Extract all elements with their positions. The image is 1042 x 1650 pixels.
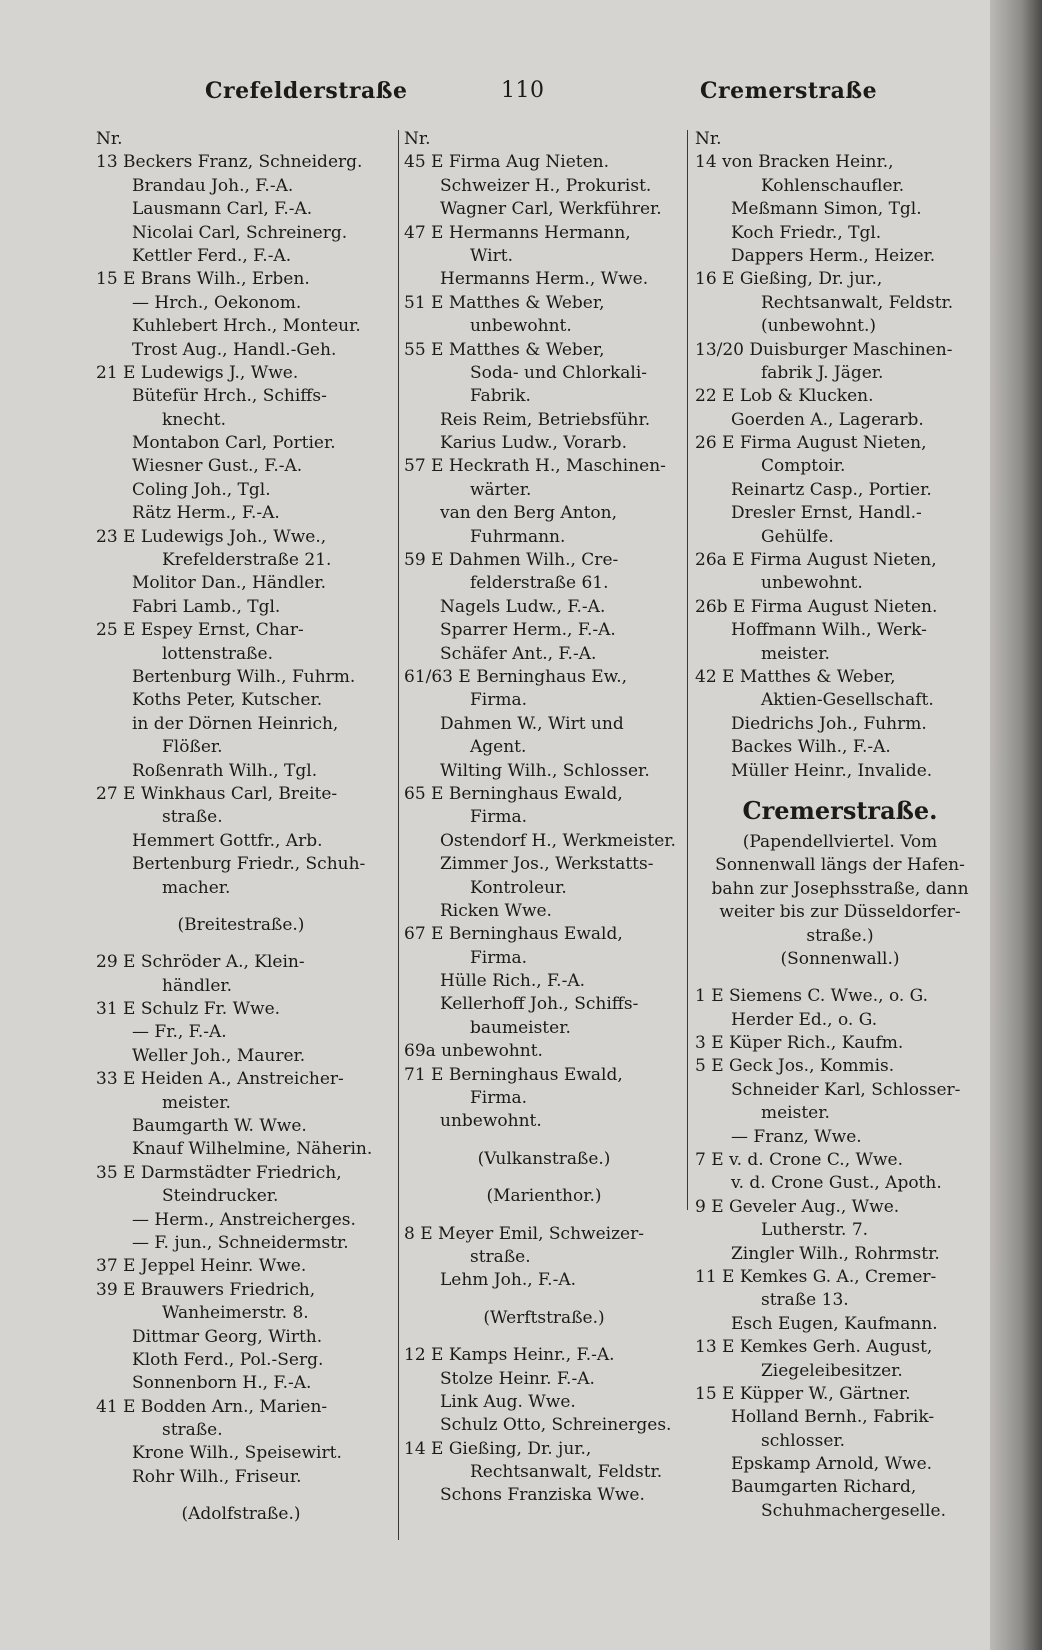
spacer [96, 937, 386, 951]
resident-line: — Franz, Wwe. [731, 1126, 862, 1147]
resident-line: Hülle Rich., F.-A. [440, 971, 586, 992]
continuation-line: felderstraße 61. [470, 573, 609, 594]
spacer [404, 1209, 684, 1223]
continuation-line: (unbewohnt.) [761, 316, 877, 337]
house-entry: 71 E Berninghaus Ewald, [404, 1064, 623, 1085]
house-entry: 5 E Geck Jos., Kommis. [695, 1056, 895, 1077]
house-entry: 26 E Firma August Nieten, [695, 433, 927, 454]
resident-line: Wiesner Gust., F.-A. [132, 456, 303, 477]
street-note: (Werftstraße.) [483, 1307, 605, 1328]
resident-line: Herder Ed., o. G. [731, 1009, 878, 1030]
spacer [96, 1489, 386, 1503]
resident-line: Ostendorf H., Werkmeister. [440, 830, 676, 851]
house-entry: 69a unbewohnt. [404, 1041, 543, 1062]
resident-line: Diedrichs Joh., Fuhrm. [731, 713, 927, 734]
resident-line: — Fr., F.-A. [132, 1022, 227, 1043]
resident-line: Schons Franziska Wwe. [440, 1485, 645, 1506]
resident-line: Fabri Lamb., Tgl. [132, 596, 281, 617]
continuation-line: Krefelderstraße 21. [162, 550, 332, 571]
resident-line: Holland Bernh., Fabrik- [731, 1407, 935, 1428]
street-note: (Breitestraße.) [177, 914, 305, 935]
house-entry: 61/63 E Berninghaus Ew., [404, 666, 628, 687]
continuation-line: unbewohnt. [470, 316, 572, 337]
continuation-line: straße 13. [761, 1290, 849, 1311]
column-heading: Nr. [404, 129, 431, 149]
spacer [404, 1134, 684, 1148]
house-entry: 3 E Küper Rich., Kaufm. [695, 1033, 904, 1054]
resident-line: Meßmann Simon, Tgl. [731, 199, 922, 220]
resident-line: Bertenburg Wilh., Fuhrm. [132, 666, 356, 687]
continuation-line: Kohlenschaufler. [761, 175, 905, 196]
resident-line: Hermanns Herm., Wwe. [440, 269, 649, 290]
resident-line: — F. jun., Schneidermstr. [132, 1232, 349, 1253]
resident-line: Koths Peter, Kutscher. [132, 690, 323, 711]
resident-line: Brandau Joh., F.-A. [132, 175, 294, 196]
street-note: weiter bis zur Düsseldorfer- [719, 902, 961, 923]
continuation-line: Agent. [470, 737, 527, 758]
house-entry: 26a E Firma August Nieten, [695, 550, 937, 571]
spacer [96, 900, 386, 914]
resident-line: Karius Ludw., Vorarb. [440, 433, 627, 454]
house-entry: 26b E Firma August Nieten. [695, 596, 938, 617]
continuation-line: straße. [162, 807, 223, 828]
house-entry: 1 E Siemens C. Wwe., o. G. [695, 986, 929, 1007]
resident-line: Rätz Herm., F.-A. [132, 503, 280, 524]
continuation-line: straße. [470, 1246, 531, 1267]
street-note: (Sonnenwall.) [780, 948, 900, 969]
resident-line: Dittmar Georg, Wirth. [132, 1326, 323, 1347]
street-note: bahn zur Josephsstraße, dann [711, 878, 969, 899]
continuation-line: meister. [761, 643, 830, 664]
continuation-line: Wanheimerstr. 8. [162, 1303, 309, 1324]
continuation-line: Firma. [470, 690, 528, 711]
house-entry: 23 E Ludewigs Joh., Wwe., [96, 526, 327, 547]
house-entry: 14 von Bracken Heinr., [695, 152, 894, 173]
resident-line: Dappers Herm., Heizer. [731, 245, 936, 266]
house-entry: 22 E Lob & Klucken. [695, 386, 874, 407]
continuation-line: Kontroleur. [470, 877, 567, 898]
resident-line: Montabon Carl, Portier. [132, 433, 336, 454]
continuation-line: Schuhmachergeselle. [761, 1500, 946, 1521]
house-entry: 16 E Gießing, Dr. jur., [695, 269, 883, 290]
column-left [96, 128, 386, 1527]
resident-line: Wilting Wilh., Schlosser. [440, 760, 650, 781]
resident-line: Knauf Wilhelmine, Näherin. [132, 1139, 373, 1160]
resident-line: Dahmen W., Wirt und [440, 713, 624, 734]
street-note: straße.) [806, 925, 874, 946]
resident-line: Schweizer H., Prokurist. [440, 175, 652, 196]
continuation-line: Gehülfe. [761, 526, 834, 547]
resident-line: unbewohnt. [440, 1111, 542, 1132]
continuation-line: schlosser. [761, 1430, 846, 1451]
resident-line: Backes Wilh., F.-A. [731, 737, 891, 758]
continuation-line: wärter. [470, 479, 532, 500]
resident-line: Bertenburg Friedr., Schuh- [132, 854, 366, 875]
continuation-line: fabrik J. Jäger. [761, 362, 884, 383]
continuation-line: Firma. [470, 1088, 528, 1109]
resident-line: Epskamp Arnold, Wwe. [731, 1454, 933, 1475]
continuation-line: Aktien-Gesellschaft. [761, 690, 934, 711]
continuation-line: Firma. [470, 807, 528, 828]
resident-line: Baumgarth W. Wwe. [132, 1116, 307, 1137]
house-entry: 14 E Gießing, Dr. jur., [404, 1438, 592, 1459]
section-title: Cremerstraße. [742, 795, 938, 825]
resident-line: Hoffmann Wilh., Werk- [731, 620, 927, 641]
spacer [695, 971, 985, 985]
house-entry: 33 E Heiden A., Anstreicher- [96, 1069, 344, 1090]
resident-line: Goerden A., Lagerarb. [731, 409, 924, 430]
resident-line: Molitor Dan., Händler. [132, 573, 326, 594]
house-entry: 8 E Meyer Emil, Schweizer- [404, 1223, 644, 1244]
resident-line: Coling Joh., Tgl. [132, 479, 271, 500]
resident-line: Bütefür Hrch., Schiffs- [132, 386, 327, 407]
left-running-head: Crefelderstraße [205, 78, 408, 104]
resident-line: Sonnenborn H., F.-A. [132, 1373, 312, 1394]
resident-line: Trost Aug., Handl.-Geh. [132, 339, 337, 360]
continuation-line: Lutherstr. 7. [761, 1220, 869, 1241]
continuation-line: Soda- und Chlorkali- [470, 362, 648, 383]
house-entry: 21 E Ludewigs J., Wwe. [96, 362, 299, 383]
house-entry: 51 E Matthes & Weber, [404, 292, 605, 313]
house-entry: 57 E Heckrath H., Maschinen- [404, 456, 666, 477]
resident-line: Schulz Otto, Schreinerges. [440, 1415, 672, 1436]
column-divider-1 [398, 130, 399, 1540]
right-running-head: Cremerstraße [700, 78, 878, 104]
resident-line: Reis Reim, Betriebsführ. [440, 409, 651, 430]
house-entry: 7 E v. d. Crone C., Wwe. [695, 1150, 904, 1171]
house-entry: 42 E Matthes & Weber, [695, 666, 896, 687]
page-header [0, 78, 990, 114]
house-entry: 59 E Dahmen Wilh., Cre- [404, 550, 619, 571]
column-right [695, 128, 985, 1523]
house-entry: 11 E Kemkes G. A., Cremer- [695, 1266, 937, 1287]
resident-line: Roßenrath Wilh., Tgl. [132, 760, 318, 781]
continuation-line: Rechtsanwalt, Feldstr. [470, 1462, 663, 1483]
resident-line: Rohr Wilh., Friseur. [132, 1466, 302, 1487]
continuation-line: knecht. [162, 409, 227, 430]
continuation-line: unbewohnt. [761, 573, 863, 594]
column-heading: Nr. [96, 129, 123, 149]
resident-line: Kettler Ferd., F.-A. [132, 245, 292, 266]
resident-line: Schneider Karl, Schlosser- [731, 1079, 961, 1100]
house-entry: 13 E Kemkes Gerh. August, [695, 1337, 933, 1358]
resident-line: Dresler Ernst, Handl.- [731, 503, 922, 524]
continuation-line: macher. [162, 877, 231, 898]
continuation-line: lottenstraße. [162, 643, 273, 664]
resident-line: Reinartz Casp., Portier. [731, 479, 932, 500]
street-note: (Vulkanstraße.) [477, 1148, 611, 1169]
resident-line: Lausmann Carl, F.-A. [132, 199, 313, 220]
continuation-line: meister. [761, 1103, 830, 1124]
street-note: (Papendellviertel. Vom [742, 831, 938, 852]
street-note: (Marienthor.) [486, 1186, 602, 1207]
column-middle [404, 128, 684, 1508]
resident-line: Weller Joh., Maurer. [132, 1045, 306, 1066]
house-entry: 35 E Darmstädter Friedrich, [96, 1162, 342, 1183]
house-entry: 9 E Geveler Aug., Wwe. [695, 1196, 900, 1217]
spacer [404, 1293, 684, 1307]
house-entry: 13/20 Duisburger Maschinen- [695, 339, 953, 360]
resident-line: Hemmert Gottfr., Arb. [132, 830, 323, 851]
house-entry: 12 E Kamps Heinr., F.-A. [404, 1345, 615, 1366]
continuation-line: straße. [162, 1420, 223, 1441]
resident-line: in der Dörnen Heinrich, [132, 713, 339, 734]
resident-line: Zingler Wilh., Rohrmstr. [731, 1243, 940, 1264]
resident-line: Koch Friedr., Tgl. [731, 222, 882, 243]
resident-line: Schäfer Ant., F.-A. [440, 643, 597, 664]
continuation-line: Fuhrmann. [470, 526, 566, 547]
house-entry: 65 E Berninghaus Ewald, [404, 783, 623, 804]
continuation-line: händler. [162, 975, 233, 996]
house-entry: 25 E Espey Ernst, Char- [96, 620, 304, 641]
resident-line: Stolze Heinr. F.-A. [440, 1368, 595, 1389]
house-entry: 13 Beckers Franz, Schneiderg. [96, 152, 363, 173]
resident-line: Link Aug. Wwe. [440, 1391, 576, 1412]
house-entry: 47 E Hermanns Hermann, [404, 222, 631, 243]
continuation-line: Steindrucker. [162, 1186, 279, 1207]
resident-line: Krone Wilh., Speisewirt. [132, 1443, 342, 1464]
spacer [404, 1171, 684, 1185]
house-entry: 39 E Brauwers Friedrich, [96, 1279, 316, 1300]
continuation-line: Wirt. [470, 245, 513, 266]
house-entry: 29 E Schröder A., Klein- [96, 952, 305, 973]
column-divider-2 [687, 130, 688, 1210]
house-entry: 15 E Brans Wilh., Erben. [96, 269, 310, 290]
resident-line: Zimmer Jos., Werkstatts- [440, 854, 654, 875]
continuation-line: Comptoir. [761, 456, 846, 477]
column-heading: Nr. [695, 129, 722, 149]
house-entry: 27 E Winkhaus Carl, Breite- [96, 783, 338, 804]
resident-line: — Hrch., Oekonom. [132, 292, 302, 313]
house-entry: 31 E Schulz Fr. Wwe. [96, 999, 281, 1020]
house-entry: 45 E Firma Aug Nieten. [404, 152, 609, 173]
continuation-line: Fabrik. [470, 386, 531, 407]
resident-line: Baumgarten Richard, [731, 1477, 917, 1498]
resident-line: Lehm Joh., F.-A. [440, 1270, 577, 1291]
resident-line: van den Berg Anton, [440, 503, 617, 524]
continuation-line: baumeister. [470, 1017, 571, 1038]
street-note: (Adolfstraße.) [181, 1504, 301, 1525]
resident-line: Kuhlebert Hrch., Monteur. [132, 316, 361, 337]
house-entry: 67 E Berninghaus Ewald, [404, 924, 623, 945]
resident-line: Sparrer Herm., F.-A. [440, 620, 616, 641]
resident-line: Kloth Ferd., Pol.-Serg. [132, 1349, 324, 1370]
page-number: 110 [501, 78, 545, 103]
resident-line: Esch Eugen, Kaufmann. [731, 1313, 938, 1334]
resident-line: Wagner Carl, Werkführer. [440, 199, 662, 220]
spacer [404, 1330, 684, 1344]
resident-line: Kellerhoff Joh., Schiffs- [440, 994, 639, 1015]
continuation-line: meister. [162, 1092, 231, 1113]
page-edge [990, 0, 1042, 1650]
house-entry: 15 E Küpper W., Gärtner. [695, 1383, 911, 1404]
house-entry: 37 E Jeppel Heinr. Wwe. [96, 1256, 307, 1277]
continuation-line: Firma. [470, 947, 528, 968]
resident-line: — Herm., Anstreicherges. [132, 1209, 356, 1230]
street-note: Sonnenwall längs der Hafen- [715, 855, 965, 876]
house-entry: 55 E Matthes & Weber, [404, 339, 605, 360]
house-entry: 41 E Bodden Arn., Marien- [96, 1396, 328, 1417]
resident-line: Nagels Ludw., F.-A. [440, 596, 606, 617]
continuation-line: Rechtsanwalt, Feldstr. [761, 292, 954, 313]
continuation-line: Flößer. [162, 737, 223, 758]
continuation-line: Ziegeleibesitzer. [761, 1360, 903, 1381]
resident-line: Ricken Wwe. [440, 900, 552, 921]
resident-line: Müller Heinr., Invalide. [731, 760, 933, 781]
resident-line: v. d. Crone Gust., Apoth. [731, 1173, 942, 1194]
resident-line: Nicolai Carl, Schreinerg. [132, 222, 348, 243]
